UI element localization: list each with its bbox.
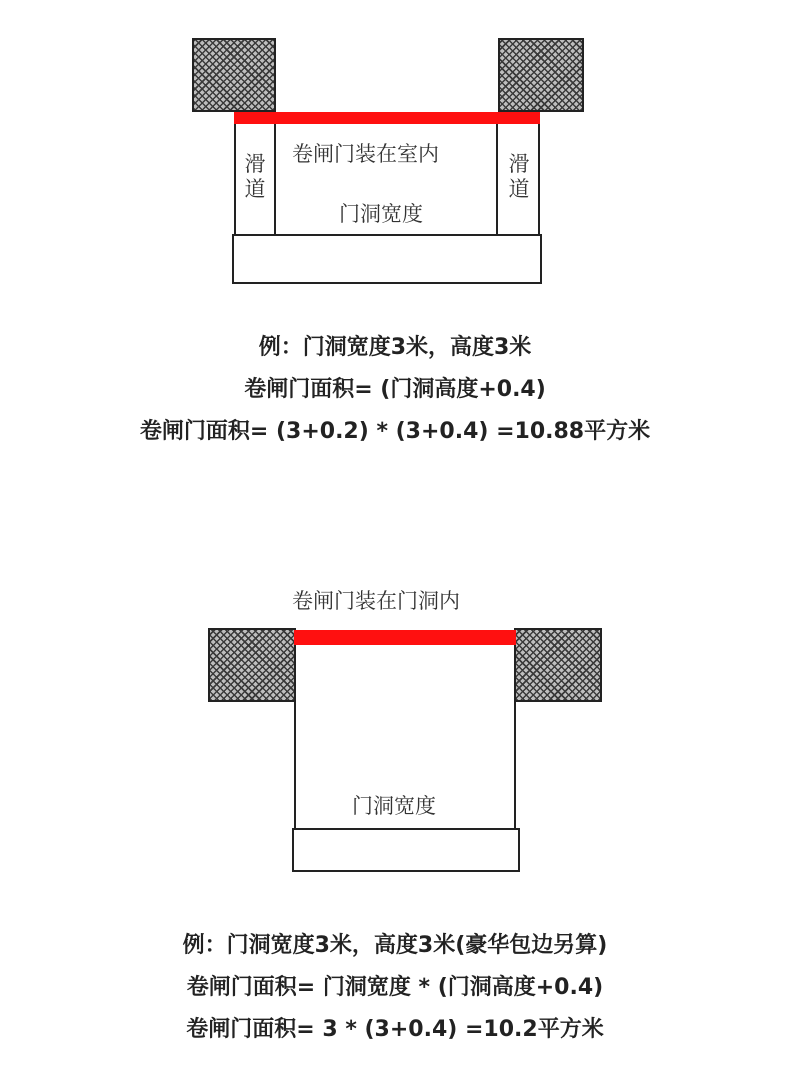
opening-width-label: 门洞宽度 — [352, 794, 436, 818]
rail-label-right: 滑道 — [508, 152, 530, 201]
wall-pillar-right — [514, 628, 602, 702]
formula-area-result: 卷闸门面积= 3 * (3+0.4) =10.2平方米 — [186, 1017, 604, 1042]
floor-sill — [292, 828, 520, 872]
wall-pillar-right — [498, 38, 584, 112]
floor-sill — [232, 234, 542, 284]
wall-pillar-left — [208, 628, 296, 702]
install-label: 卷闸门装在门洞内 — [292, 589, 460, 613]
wall-pillar-left — [192, 38, 276, 112]
formula-area-result: 卷闸门面积= (3+0.2) * (3+0.4) =10.88平方米 — [139, 419, 651, 444]
formula-area-expression: 卷闸门面积= (门洞高度+0.4) — [244, 377, 546, 402]
rail-divider-left — [274, 124, 276, 236]
opening-side-left — [294, 645, 296, 830]
install-label: 卷闸门装在室内 — [292, 142, 439, 166]
opening-width-label: 门洞宽度 — [339, 202, 423, 226]
rolling-door-bar — [294, 630, 516, 645]
opening-side-right — [514, 645, 516, 830]
formula-area-expression: 卷闸门面积= 门洞宽度 * (门洞高度+0.4) — [186, 975, 604, 1000]
rail-divider-right — [496, 124, 498, 236]
formula-example: 例：门洞宽度3米，高度3米 — [258, 335, 532, 360]
formula-example: 例：门洞宽度3米，高度3米(豪华包边另算) — [182, 933, 608, 958]
rail-label-left: 滑道 — [244, 152, 266, 201]
